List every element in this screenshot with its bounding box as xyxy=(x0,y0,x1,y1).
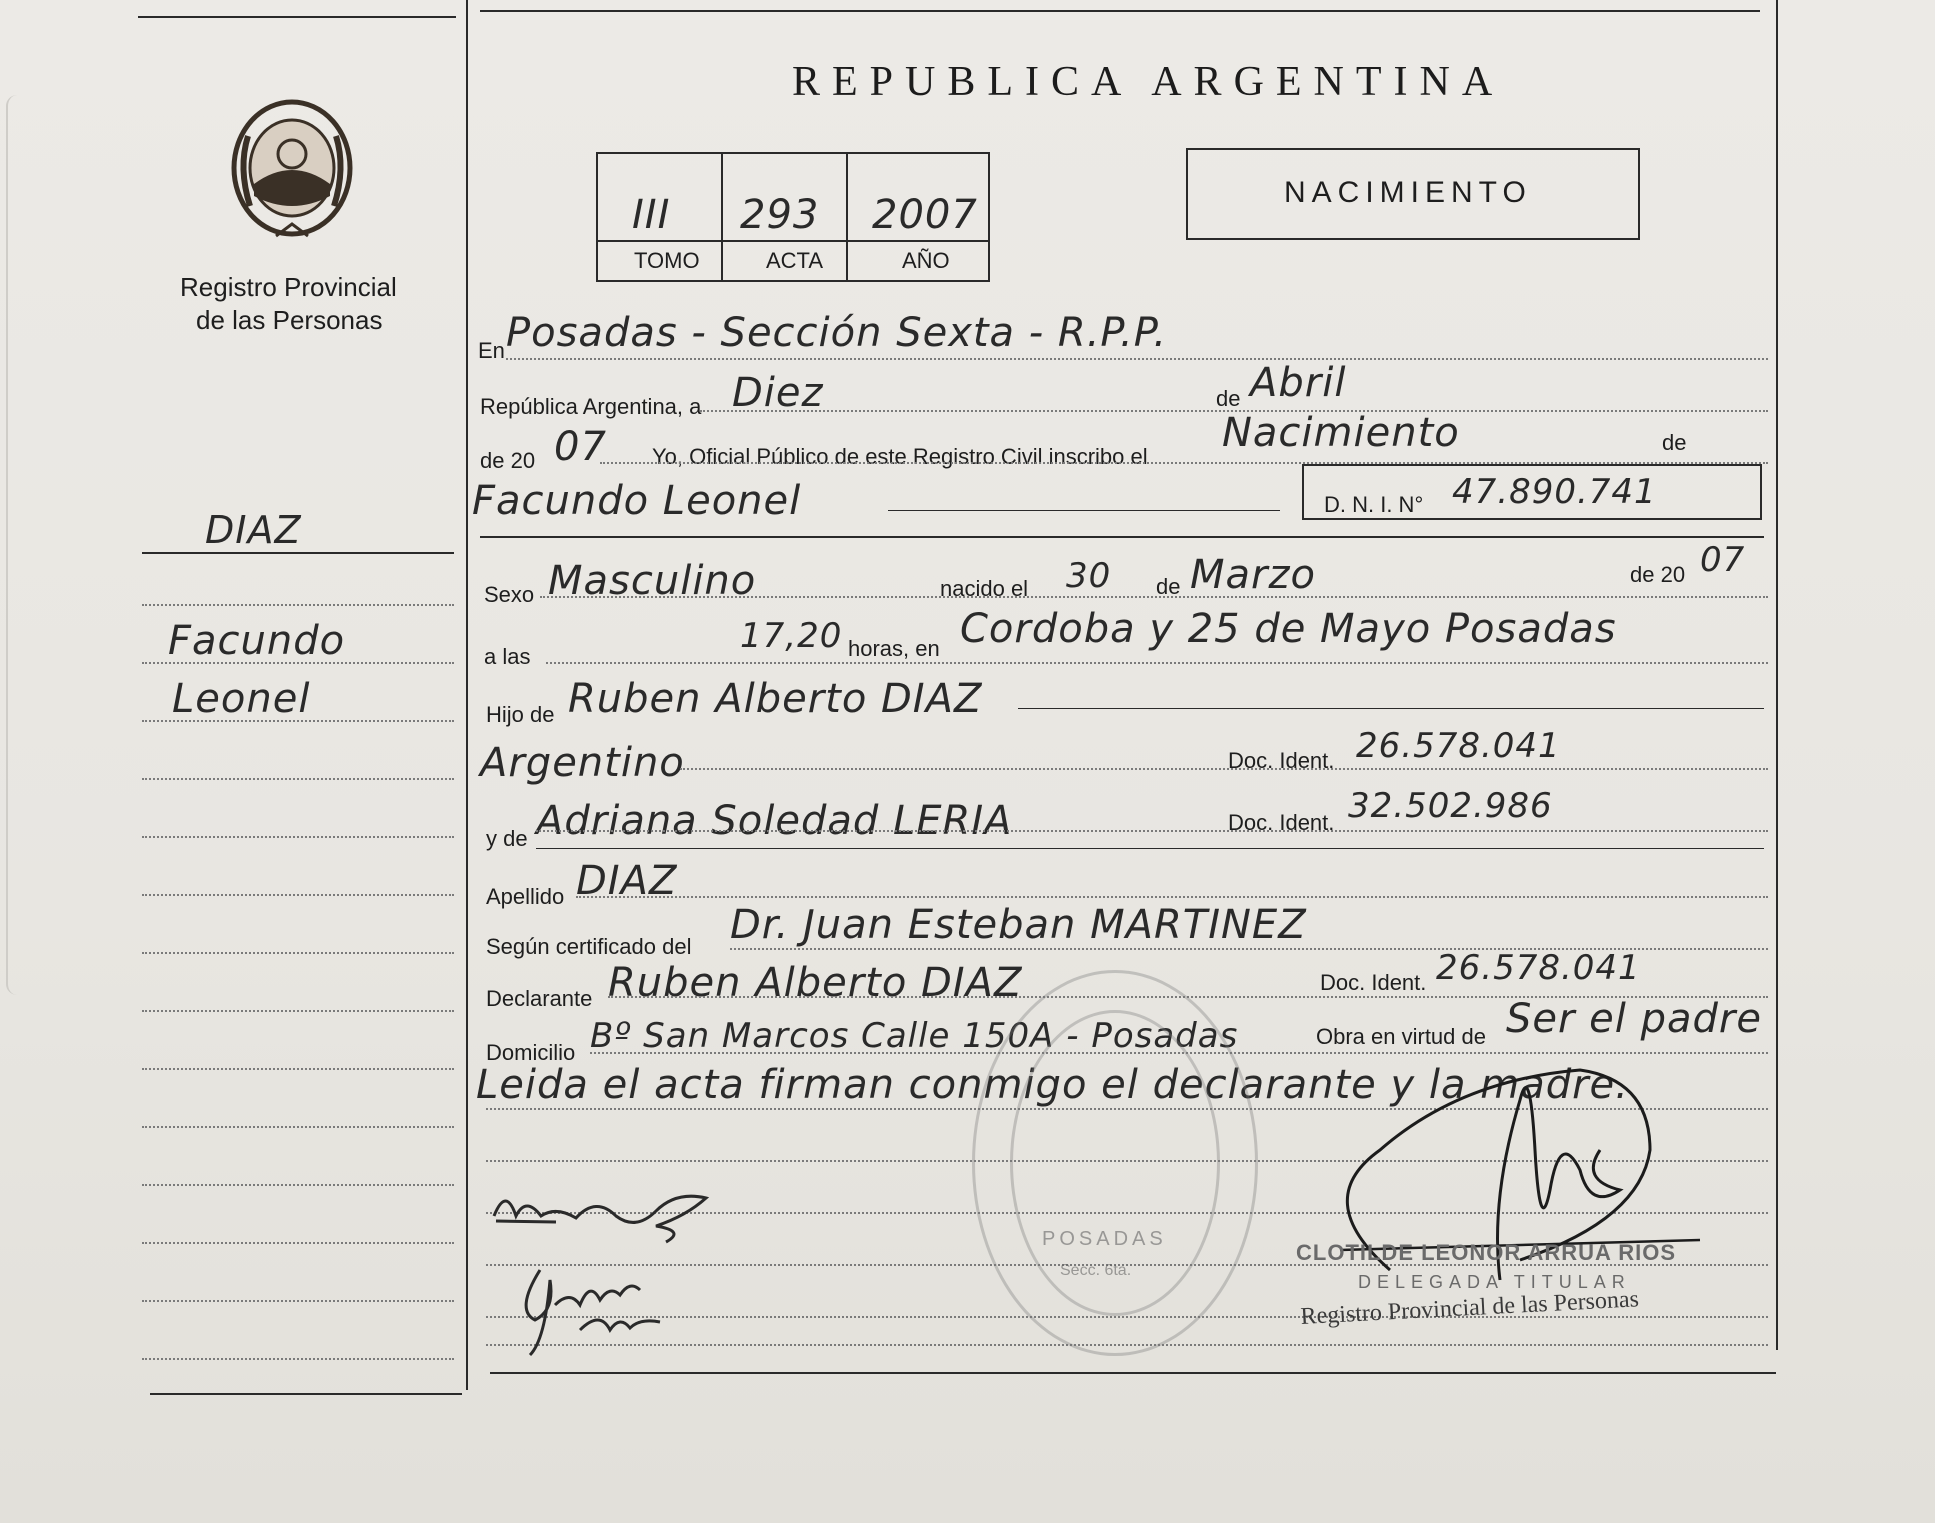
month-value: Abril xyxy=(1250,360,1347,406)
dni-value: 47.890.741 xyxy=(1452,472,1657,512)
de-label-2: de xyxy=(1662,430,1687,455)
official-office: Registro Provincial de las Personas xyxy=(1300,1286,1640,1330)
declarante-label: Declarante xyxy=(486,986,593,1011)
margin-dotted-line xyxy=(142,952,454,954)
sexo-label: Sexo xyxy=(484,582,535,607)
horas-label: horas, en xyxy=(848,636,940,661)
domicilio-label: Domicilio xyxy=(486,1040,576,1065)
sexo-line xyxy=(540,596,1768,598)
section-rule xyxy=(480,536,1764,538)
mother-signature xyxy=(510,1250,680,1360)
margin-dotted-line xyxy=(142,1126,454,1128)
obra-value: Ser el padre xyxy=(1506,996,1762,1042)
birth-day: 30 xyxy=(1066,556,1112,596)
nacido-label: nacido el xyxy=(940,576,1029,601)
record-box-divider xyxy=(846,152,848,280)
margin-dotted-line xyxy=(142,1184,454,1186)
left-bottom-rule xyxy=(150,1393,462,1395)
birth-year: 07 xyxy=(1700,540,1746,580)
closing-text: Leida el acta firman conmigo el declarante y la madre. xyxy=(476,1062,1629,1108)
margin-dotted-line xyxy=(142,1068,454,1070)
acta-value: 293 xyxy=(740,192,820,238)
a-las-line xyxy=(546,662,1768,664)
hijo-label: Hijo de xyxy=(486,702,555,727)
en-value: Posadas - Sección Sexta - R.P.P. xyxy=(506,310,1168,356)
margin-dotted-line xyxy=(142,1358,454,1360)
father-doc-value: 26.578.041 xyxy=(1356,726,1561,766)
mother-doc-label: Doc. Ident. xyxy=(1228,810,1335,835)
registry-name-line1: Registro Provincial xyxy=(180,272,397,302)
nationality-line xyxy=(680,768,1768,770)
document-type: NACIMIENTO xyxy=(1284,176,1532,209)
margin-surname-rule xyxy=(142,552,454,554)
declarante-doc-value: 26.578.041 xyxy=(1436,948,1641,988)
right-border xyxy=(1776,0,1778,1350)
obra-label: Obra en virtud de xyxy=(1316,1024,1486,1049)
apellido-label: Apellido xyxy=(486,884,565,909)
declarant-signature xyxy=(486,1176,726,1246)
apellido-line xyxy=(576,896,1768,898)
year-prefix: de 20 xyxy=(480,448,536,473)
record-box-rule xyxy=(596,240,988,242)
stamp-section: Secc. 6ta. xyxy=(1060,1262,1132,1279)
de-label-3: de xyxy=(1156,574,1181,599)
time-value: 17,20 xyxy=(740,616,843,656)
en-line xyxy=(506,358,1768,360)
birth-year-prefix: de 20 xyxy=(1630,562,1686,587)
left-top-rule xyxy=(138,16,456,18)
mother-rule xyxy=(536,848,1764,849)
acta-label: ACTA xyxy=(766,248,824,273)
certificado-label: Según certificado del xyxy=(486,934,692,959)
mother-doc-value: 32.502.986 xyxy=(1348,786,1553,826)
page-fold xyxy=(6,95,28,995)
apellido-value: DIAZ xyxy=(576,858,678,904)
de-label: de xyxy=(1216,386,1241,411)
year-value: 07 xyxy=(554,424,607,470)
sexo-value: Masculino xyxy=(548,558,757,604)
inscribe-value: Nacimiento xyxy=(1222,410,1460,456)
margin-dotted-line xyxy=(142,778,454,780)
tomo-value: III xyxy=(632,192,671,238)
a-las-label: a las xyxy=(484,644,531,669)
margin-dotted-line xyxy=(142,604,454,606)
margin-dotted-line xyxy=(142,1010,454,1012)
declarante-doc-label: Doc. Ident. xyxy=(1320,970,1427,995)
anio-value: 2007 xyxy=(872,192,978,238)
oficial-text: Yo, Oficial Público de este Registro Civil inscribo el xyxy=(652,444,1148,469)
domicilio-value: Bº San Marcos Calle 150A - Posadas xyxy=(590,1016,1239,1056)
republica-label: República Argentina, a xyxy=(480,394,702,419)
official-name: CLOTILDE LEONOR ARRUA RIOS xyxy=(1296,1240,1677,1265)
name-line xyxy=(888,510,1280,511)
father-nationality: Argentino xyxy=(480,740,685,786)
hijo-line xyxy=(1018,708,1764,709)
registry-name-line2: de las Personas xyxy=(196,305,383,335)
margin-dotted-line xyxy=(142,1242,454,1244)
stamp-city: POSADAS xyxy=(1042,1228,1167,1250)
provincial-seal-icon xyxy=(228,96,356,246)
country-title: REPUBLICA ARGENTINA xyxy=(792,59,1505,105)
father-name: Ruben Alberto DIAZ xyxy=(568,676,983,722)
margin-given-name-1: Facundo xyxy=(168,618,346,664)
margin-dotted-line xyxy=(142,662,454,664)
main-top-rule xyxy=(480,10,1760,12)
margin-surname: DIAZ xyxy=(205,508,302,552)
father-doc-label: Doc. Ident. xyxy=(1228,748,1335,773)
place-value: Cordoba y 25 de Mayo Posadas xyxy=(960,606,1617,652)
margin-dotted-line xyxy=(142,894,454,896)
record-box-divider xyxy=(721,152,723,280)
y-de-label: y de xyxy=(486,826,528,851)
margin-dotted-line xyxy=(142,836,454,838)
margin-dotted-line xyxy=(142,1300,454,1302)
mother-name: Adriana Soledad LERIA xyxy=(536,798,1013,844)
official-title: DELEGADA TITULAR xyxy=(1358,1272,1631,1292)
birth-month: Marzo xyxy=(1190,552,1316,598)
name-value: Facundo Leonel xyxy=(472,478,802,524)
margin-given-name-2: Leonel xyxy=(172,676,311,722)
mother-line xyxy=(536,830,1768,832)
dni-label: D. N. I. N° xyxy=(1324,492,1424,517)
main-bottom-rule xyxy=(490,1372,1776,1374)
certificado-value: Dr. Juan Esteban MARTINEZ xyxy=(730,902,1307,948)
column-divider xyxy=(466,0,468,1390)
anio-label: AÑO xyxy=(902,248,950,273)
margin-dotted-line xyxy=(142,720,454,722)
day-value: Diez xyxy=(732,370,824,416)
declarante-value: Ruben Alberto DIAZ xyxy=(608,960,1023,1006)
tomo-label: TOMO xyxy=(634,248,700,273)
en-label: En xyxy=(478,338,505,363)
